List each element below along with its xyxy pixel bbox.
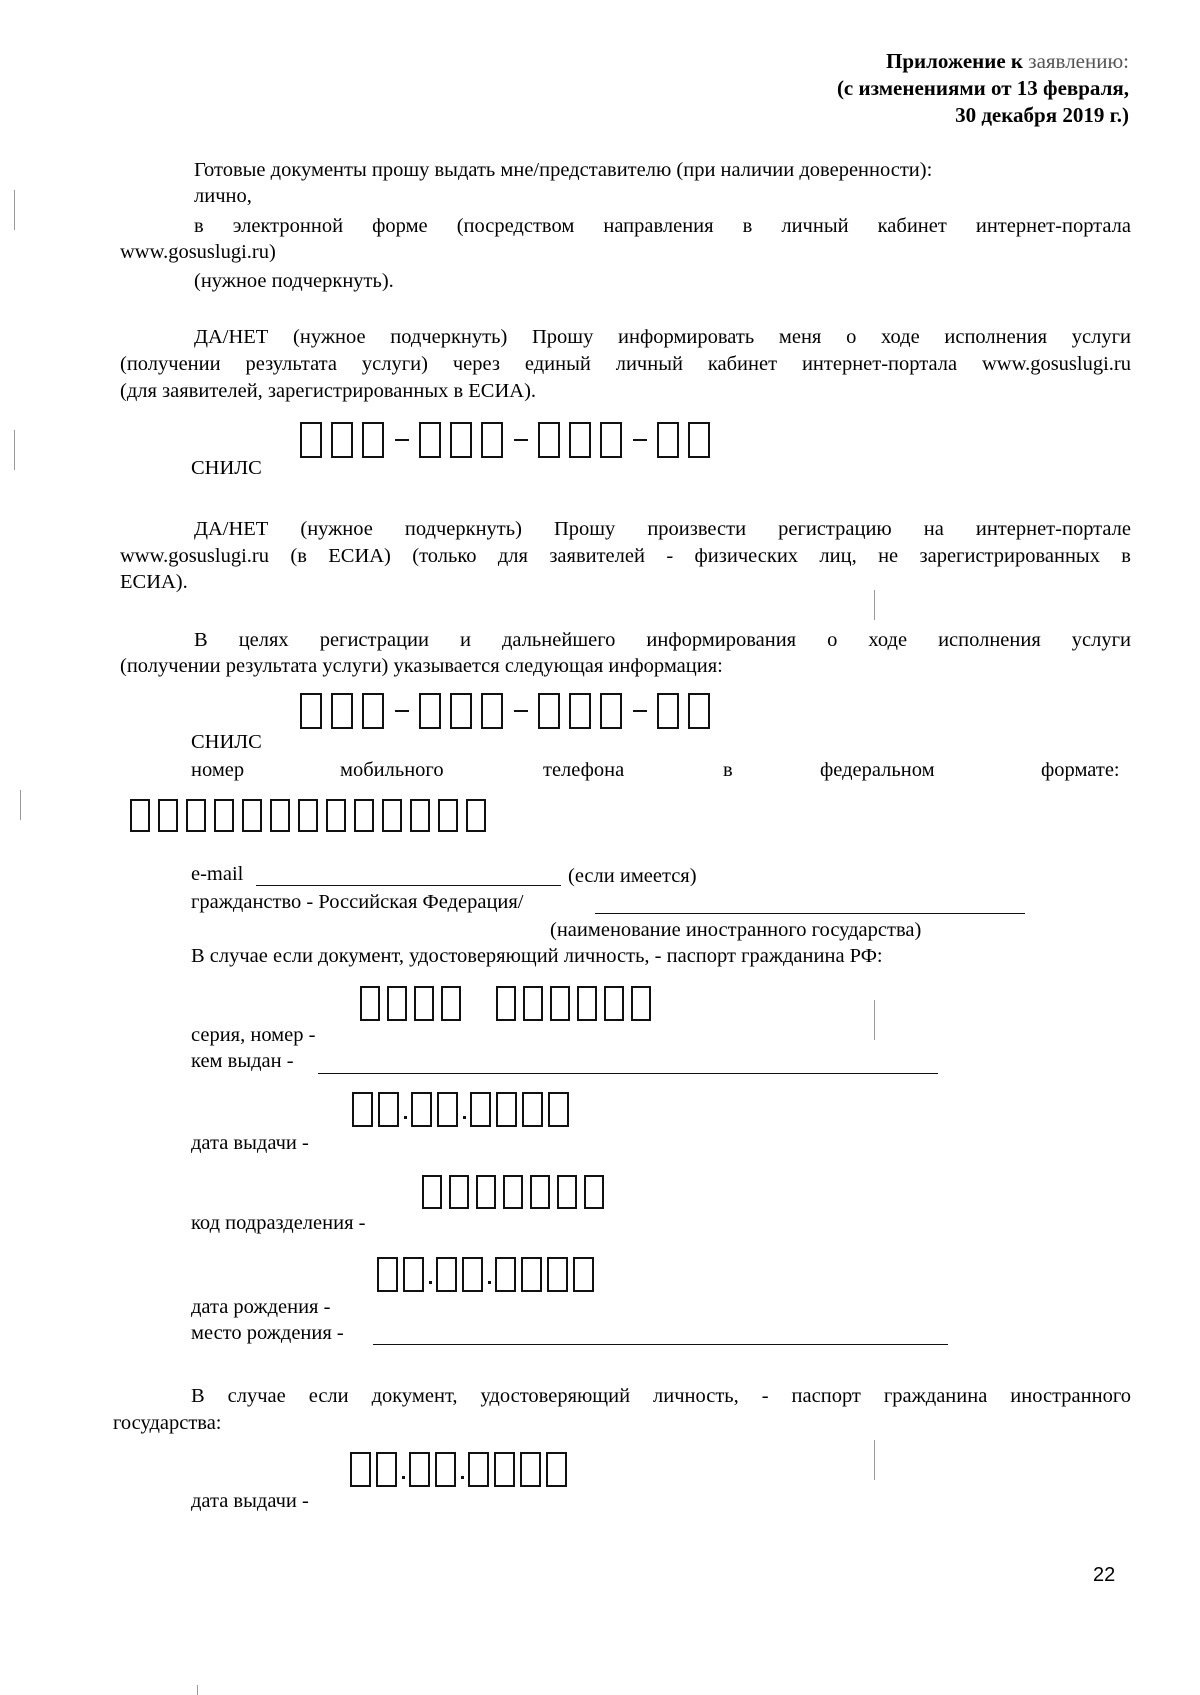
digit-box[interactable] [476,1175,496,1209]
foreign-passport-intro-1: В случае если документ, удостоверяющий личность, - паспорт гражданина иностранного [191,1385,1131,1407]
phone-word-4: в [723,759,733,781]
scan-mark [14,190,15,230]
digit-box[interactable] [419,693,441,729]
register-line-2: www.gosuslugi.ru (в ЕСИА) (только для заявителей - физических лиц, не зарегистрированных в [120,545,1131,567]
delivery-line-1: Готовые документы прошу выдать мне/представителю (при наличии доверенности): [194,159,933,181]
digit-box[interactable] [573,1257,594,1292]
purpose-line-1: В целях регистрации и дальнейшего информирования о ходе исполнения услуги [194,629,1131,651]
digit-box[interactable] [481,693,503,729]
digit-box[interactable] [437,1092,458,1127]
digit-box[interactable] [387,986,407,1021]
digit-box[interactable] [331,693,353,729]
digit-box[interactable] [186,799,206,832]
digit-box[interactable] [378,1092,399,1127]
foreign-country-field[interactable] [595,913,1025,914]
snils-boxes-2[interactable] [300,693,719,729]
passport-series-number-boxes[interactable] [360,986,658,1021]
digit-box[interactable] [557,1175,577,1209]
digit-box[interactable] [419,422,441,458]
birth-date-label: дата рождения - [191,1296,331,1318]
digit-box[interactable] [584,1175,604,1209]
dash [633,439,647,441]
digit-box[interactable] [494,1452,515,1487]
digit-box[interactable] [441,986,461,1021]
digit-box[interactable] [538,693,560,729]
digit-box[interactable] [331,422,353,458]
register-line-3: ЕСИА). [120,571,188,593]
dash [395,710,409,712]
header-line-3: 30 декабря 2019 г.) [955,103,1129,127]
digit-box[interactable] [522,1092,543,1127]
register-line-1: ДА/НЕТ (нужное подчеркнуть) Прошу произвести регистрацию на интернет-портале [194,518,1131,540]
digit-box[interactable] [521,1257,542,1292]
digit-box[interactable] [158,799,178,832]
division-code-label: код подразделения - [191,1212,366,1234]
digit-box[interactable] [422,1175,442,1209]
scan-mark [874,1000,875,1040]
phone-word-1: номер [191,759,245,781]
purpose-line-2: (получении результата услуги) указывается следующая информация: [120,655,723,677]
digit-box[interactable] [657,422,679,458]
scan-mark [197,1685,198,1695]
header-line-2: (с изменениями от 13 февраля, [836,76,1129,100]
digit-box[interactable] [548,1092,569,1127]
digit-box[interactable] [577,986,597,1021]
digit-box[interactable] [214,799,234,832]
inform-line-1: ДА/НЕТ (нужное подчеркнуть) Прошу информировать меня о ходе исполнения услуги [194,326,1131,348]
birth-date-boxes[interactable] [377,1257,599,1292]
digit-box[interactable] [600,693,622,729]
digit-box[interactable] [530,1175,550,1209]
digit-box[interactable] [600,422,622,458]
digit-box[interactable] [403,1257,424,1292]
issued-by-label: кем выдан - [191,1050,294,1072]
digit-box[interactable] [466,799,486,832]
digit-box[interactable] [569,422,591,458]
citizenship-label: гражданство - Российская Федерация/ [191,891,524,913]
digit-box[interactable] [409,1452,430,1487]
digit-box[interactable] [631,986,651,1021]
digit-box[interactable] [495,1257,516,1292]
digit-box[interactable] [360,986,380,1021]
digit-box[interactable] [449,1175,469,1209]
phone-word-5: федеральном [820,759,935,781]
digit-box[interactable] [547,1257,568,1292]
digit-box[interactable] [496,986,516,1021]
birth-place-label: место рождения - [191,1322,344,1344]
rf-passport-intro: В случае если документ, удостоверяющий личность, - паспорт гражданина РФ: [191,945,883,967]
digit-box[interactable] [523,986,543,1021]
digit-box[interactable] [688,693,710,729]
digit-box[interactable] [298,799,318,832]
delivery-option-electronic-url: www.gosuslugi.ru) [120,241,276,263]
snils-label: СНИЛС [191,457,262,479]
scan-mark [14,430,15,470]
digit-box[interactable] [520,1452,541,1487]
snils-label-2: СНИЛС [191,731,262,753]
digit-box[interactable] [450,693,472,729]
digit-box[interactable] [550,986,570,1021]
delivery-option-electronic: в электронной форме (посредством направления в личный кабинет интернет-портала [194,215,1131,237]
digit-box[interactable] [604,986,624,1021]
phone-word-6: формате: [1041,759,1120,781]
dash [514,439,528,441]
scan-mark [20,790,21,820]
digit-box[interactable] [410,799,430,832]
delivery-option-in-person: лично, [194,185,252,207]
digit-box[interactable] [362,693,384,729]
inform-line-2: (получении результата услуги) через единый личный кабинет интернет-портала www.gosuslugi.ru [120,353,1131,375]
digit-box[interactable] [546,1452,567,1487]
dash [514,710,528,712]
digit-box[interactable] [438,799,458,832]
birth-place-field[interactable] [373,1344,948,1345]
foreign-issue-date-label: дата выдачи - [191,1490,309,1512]
digit-box[interactable] [496,1092,517,1127]
digit-box[interactable] [503,1175,523,1209]
issue-date-label: дата выдачи - [191,1132,309,1154]
scan-mark [874,590,875,620]
digit-box[interactable] [270,799,290,832]
digit-box[interactable] [242,799,262,832]
division-code-boxes[interactable] [422,1175,611,1209]
foreign-passport-intro-2: государства: [113,1412,222,1434]
delivery-note: (нужное подчеркнуть). [194,270,394,292]
page-number: 22 [1093,1564,1116,1586]
series-number-label: серия, номер - [191,1024,316,1046]
email-label: e-mail [191,863,244,885]
dash [395,439,409,441]
digit-box[interactable] [436,1257,457,1292]
digit-box[interactable] [354,799,374,832]
digit-box[interactable] [411,1092,432,1127]
digit-box[interactable] [688,422,710,458]
digit-box[interactable] [300,422,322,458]
digit-box[interactable] [376,1452,397,1487]
digit-box[interactable] [352,1092,373,1127]
header-line-1: Приложение к заявлению: [886,49,1129,73]
digit-box[interactable] [362,422,384,458]
digit-box[interactable] [468,1452,489,1487]
digit-box[interactable] [300,693,322,729]
issue-date-boxes[interactable] [352,1092,574,1127]
citizenship-caption: (наименование иностранного государства) [550,919,922,941]
digit-box[interactable] [435,1452,456,1487]
foreign-issue-date-boxes[interactable] [350,1452,572,1487]
digit-box[interactable] [382,799,402,832]
inform-line-3: (для заявителей, зарегистрированных в ЕСИА). [120,380,537,402]
phone-boxes[interactable] [130,799,494,832]
dash [633,710,647,712]
appendix-header [837,48,1129,129]
digit-box[interactable] [569,693,591,729]
digit-box[interactable] [462,1257,483,1292]
snils-boxes[interactable] [300,422,719,458]
digit-box[interactable] [481,422,503,458]
digit-box[interactable] [450,422,472,458]
issued-by-field[interactable] [318,1073,938,1074]
digit-box[interactable] [350,1452,371,1487]
digit-box[interactable] [470,1092,491,1127]
phone-word-3: телефона [543,759,625,781]
digit-box[interactable] [414,986,434,1021]
digit-box[interactable] [657,693,679,729]
phone-word-2: мобильного [340,759,444,781]
digit-box[interactable] [326,799,346,832]
email-field[interactable] [256,885,561,886]
digit-box[interactable] [538,422,560,458]
digit-box[interactable] [377,1257,398,1292]
digit-box[interactable] [130,799,150,832]
scan-mark [874,1440,875,1480]
email-suffix: (если имеется) [568,865,697,887]
